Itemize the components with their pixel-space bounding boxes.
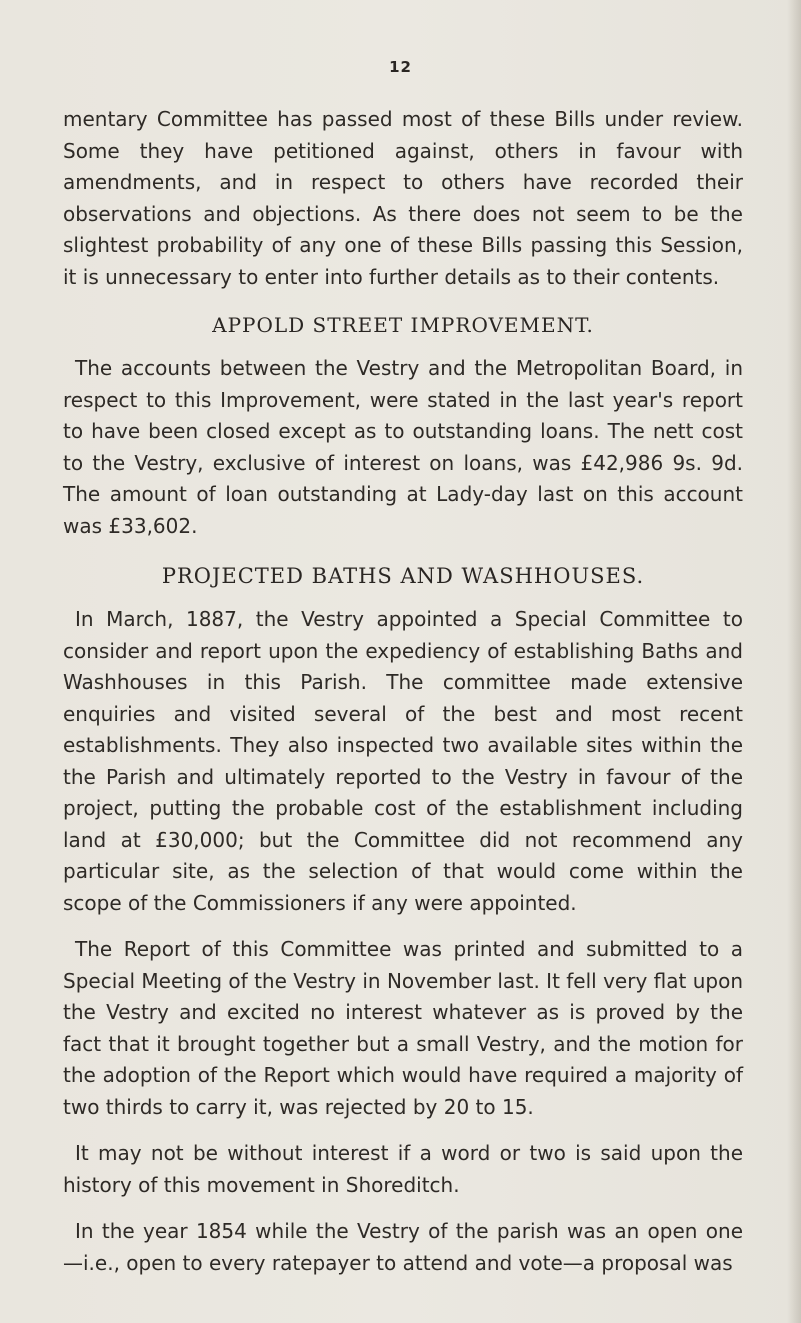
paragraph-continuation: mentary Committee has passed most of these Bills under review. Some they have petitioned against, others in favour with amendments, and in respect to others have recorded their observations and objections. As there does not seem to be the slightest probability of any one of these Bills passing this Session, it is unnecessary to enter into further details as to their contents. bbox=[63, 107, 743, 289]
page-body bbox=[63, 104, 743, 1279]
page-number: 12 bbox=[389, 58, 412, 76]
paragraph-year-1854: In the year 1854 while the Vestry of the parish was an open one —i.e., open to every ratepayer to attend and vote—a proposal was bbox=[63, 1219, 743, 1275]
paragraph-appold-accounts: The accounts between the Vestry and the Metropolitan Board, in respect to this Improvement, were stated in the last year's report to have been closed except as to outstanding loans. The nett cost to the Vestry, exclusive of interest on loans, was £42,986 9s. 9d. The amount of loan outstanding at Lady-day last on this account was £33,602. bbox=[63, 356, 743, 538]
heading-appold-street-improvement: APPOLD STREET IMPROVEMENT. bbox=[212, 313, 594, 337]
paragraph-special-committee: In March, 1887, the Vestry appointed a Special Committee to consider and report upon the expediency of establishing Baths and Washhouses in this Parish. The committee made extensive enquiries and visited several of the best and most recent establishments. They also inspected two available sites within the the Parish and ultimately reported to the Vestry in favour of the project, putting the probable cost of the establishment including land at £30,000; but the Committee did not recommend any particular site, as the selection of that would come within the scope of the Commissioners if any were appointed. bbox=[63, 607, 743, 915]
page-edge-shadow bbox=[787, 0, 801, 1323]
heading-projected-baths-and-washhouses: PROJECTED BATHS AND WASHHOUSES. bbox=[161, 564, 645, 588]
paragraph-committee-report: The Report of this Committee was printed and submitted to a Special Meeting of the Vestry in November last. It fell very flat upon the Vestry and excited no interest whatever as is proved by the fact that it brought together but a small Vestry, and the motion for the adoption of the Report which would have required a majority of two thirds to carry it, was rejected by 20 to 15. bbox=[63, 937, 743, 1119]
paragraph-history-intro: It may not be without interest if a word or two is said upon the history of this movement in Shoreditch. bbox=[63, 1141, 743, 1197]
